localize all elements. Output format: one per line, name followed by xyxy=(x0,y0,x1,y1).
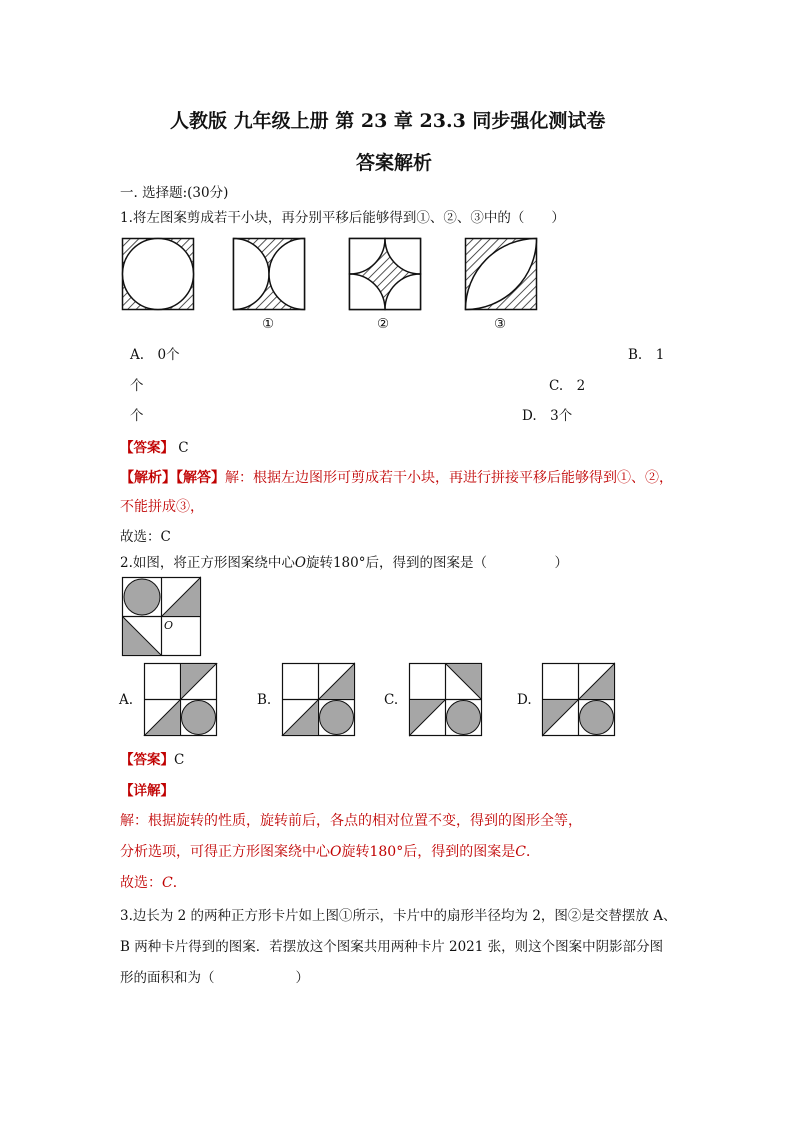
q1-option-b: B. 1 xyxy=(628,347,665,363)
q2-conclusion xyxy=(120,872,187,892)
q1-stem: 1.将左图案剪成若干小块，再分别平移后能够得到①、②、③中的（ ） xyxy=(120,210,565,226)
q1-analysis-cont: 不能拼成③， xyxy=(120,499,204,515)
q2-option-b-label: B. xyxy=(257,692,272,708)
q2-center-symbol: O xyxy=(294,555,306,571)
detail-end: ． xyxy=(525,844,540,860)
document-title: 人教版 九年级上册 第 23 章 23.3 同步强化测试卷 xyxy=(170,110,606,132)
detail-pre: 分析选项，可得正方形图案绕中心 xyxy=(120,844,330,860)
q2-option-d-figure xyxy=(542,663,616,737)
q1-option-a: A. 0个 xyxy=(130,347,180,363)
q1-figure-1 xyxy=(233,238,305,310)
q2-option-d-label: D. xyxy=(517,692,532,708)
q2-detail-line1: 解：根据旋转的性质，旋转前后，各点的相对位置不变，得到的图形全等， xyxy=(120,813,582,829)
q3-stem-line1: 3.边长为 2 的两种正方形卡片如上图①所示，卡片中的扇形半径均为 2，图②是交替摆放 A、 xyxy=(120,908,677,924)
q2-stem-pre: 2.如图，将正方形图案绕中心 xyxy=(120,555,295,571)
q1-figure-3 xyxy=(465,238,537,310)
analysis-text: 解：根据左边图形可剪成若干小块，再进行拼接平移后能够得到①、②， xyxy=(225,470,673,486)
q1-analysis xyxy=(120,467,673,487)
analysis-tag: 【解析】【解答】 xyxy=(120,470,225,486)
conclusion-end: ． xyxy=(172,875,187,891)
q1-conclusion: 故选：C xyxy=(120,529,171,545)
answer-tag: 【答案】 xyxy=(120,752,174,768)
q1-figure-2 xyxy=(349,238,421,310)
q1-answer xyxy=(120,436,189,456)
q1-label-2: ② xyxy=(377,316,390,332)
detail-answer: C xyxy=(515,844,526,860)
q1-option-d: D. 3个 xyxy=(522,408,573,424)
q2-option-b-figure xyxy=(282,663,356,737)
conclusion-answer: C xyxy=(162,875,173,891)
section-heading: 一. 选择题:(30分) xyxy=(120,185,229,201)
q2-option-a-figure xyxy=(144,663,218,737)
answer-value: C xyxy=(178,440,189,456)
q2-option-c-label: C. xyxy=(384,692,399,708)
answer-tag: 【答案】 xyxy=(120,440,174,456)
q3-stem-line3: 形的面积和为（ ） xyxy=(120,970,309,986)
q2-option-c-figure xyxy=(409,663,483,737)
answer-value: C xyxy=(174,752,185,768)
center-o-label: O xyxy=(164,619,174,632)
q1-option-c: C. 2 xyxy=(549,378,586,394)
document-subtitle: 答案解析 xyxy=(356,152,433,174)
q1-label-3: ③ xyxy=(494,316,507,332)
q2-stem xyxy=(120,551,568,571)
conclusion-pre: 故选： xyxy=(120,875,162,891)
q2-original-figure xyxy=(122,577,202,657)
q1-option-b-unit: 个 xyxy=(130,378,144,394)
q1-option-c-unit: 个 xyxy=(130,408,144,424)
q2-detail-line2 xyxy=(120,841,540,861)
q2-option-a-label: A. xyxy=(119,692,134,708)
q2-detail-tag: 【详解】 xyxy=(120,783,174,799)
q2-stem-post: 旋转180°后，得到的图案是（ ） xyxy=(305,555,568,571)
detail-center-symbol: O xyxy=(330,844,342,860)
q3-stem-line2: B 两种卡片得到的图案．若摆放这个图案共用两种卡片 2021 张，则这个图案中阴影部分图 xyxy=(120,939,664,955)
detail-mid: 旋转180°后，得到的图案是 xyxy=(341,844,516,860)
q1-figure-original xyxy=(122,238,194,310)
q2-answer xyxy=(120,748,184,768)
q1-label-1: ① xyxy=(262,316,275,332)
